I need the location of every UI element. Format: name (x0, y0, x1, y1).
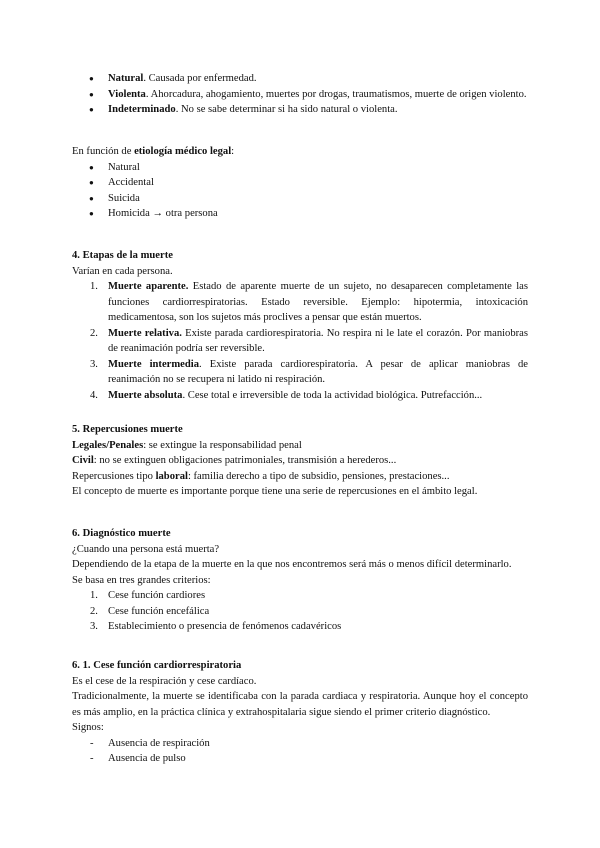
section-6-1-title: 6. 1. Cese función cardiorrespiratoria (72, 660, 242, 671)
section-6 (72, 526, 528, 635)
list-item: 2. Cese función encefálica (90, 605, 210, 617)
section-6-question: ¿Cuando una persona está muerta? (72, 543, 220, 555)
laboral-line: Repercusiones tipo laboral: familia derecho a tipo de subsidio, pensiones, prestaciones... (72, 470, 450, 482)
list-item: - Ausencia de pulso (72, 751, 528, 767)
section-6-paragraph: Dependiendo de la etapa de la muerte en la que nos encontremos será más o menos difícil determinarlo. (72, 559, 512, 570)
list-item: 3. Establecimiento o presencia de fenómenos cadavéricos (90, 621, 342, 632)
section-6-1 (72, 658, 528, 767)
section-4-title: 4. Etapas de la muerte (72, 250, 173, 261)
section-6-1-intro: Es el cese de la respiración y cese cardíaco. (72, 675, 257, 687)
criteria-list (72, 588, 528, 635)
list-item: 1. Cese función cardiores (90, 590, 206, 601)
list-item: ● Violenta. Ahorcadura, ahogamiento, muertes por drogas, traumatismos, muerte de origen violento. (72, 87, 528, 103)
list-item: ● Homicida → otra persona (72, 206, 528, 222)
section-4-intro: Varían en cada persona. (72, 265, 173, 277)
list-item: 3. Muerte intermedia. Existe parada cardiorespiratoria. A pesar de aplicar maniobras de reanimación no se recupera ni latido ni respiración. (90, 358, 528, 385)
section-6-criteria-intro: Se basa en tres grandes criterios: (72, 574, 211, 586)
list-item: ● Suicida (72, 191, 528, 207)
section-6-1-paragraph: Tradicionalmente, la muerte se identificaba con la parada cardiaca y respiratoria. Aunque hoy el concepto es más amplio, en la práctica clínica y extrahospitalaria sigue siendo el primer criterio diagnóstico. (72, 691, 528, 718)
etiologia-heading: En función de etiología médico legal: (72, 146, 235, 157)
etiologia-section (72, 144, 528, 222)
civil-line: Civil: no se extinguen obligaciones patrimoniales, transmisión a herederos... (72, 455, 397, 466)
signos-list (72, 736, 528, 767)
legal-line: Legales/Penales: se extingue la responsabilidad penal (72, 439, 302, 451)
section-5 (72, 422, 528, 500)
section-6-title: 6. Diagnóstico muerte (72, 528, 171, 539)
list-item: - Ausencia de respiración (72, 736, 528, 752)
concept-line: El concepto de muerte es importante porque tiene una serie de repercusiones en el ámbito legal. (72, 486, 478, 497)
list-item: 4. Muerte absoluta. Cese total e irreversible de toda la actividad biológica. Putrefacción... (90, 389, 483, 401)
section-4 (72, 248, 528, 403)
etiologia-list (72, 160, 528, 222)
list-item: 1. Muerte aparente. Estado de aparente muerte de un sujeto, no desaparecen completamente las funciones cardiorrespiratorias. Estado reversible. Ejemplo: hipotermia, intoxicación medicamentosa, son los sujetos más proclives a pensar que están muertos. (90, 281, 528, 323)
list-item: 2. Muerte relativa. Existe parada cardiorespiratoria. No respira ni le late el corazón. Por maniobras de reanimación podría ser reversible. (90, 327, 529, 354)
list-item: ● Natural (72, 160, 528, 176)
list-item: ● Accidental (72, 175, 528, 191)
list-item: ● Natural. Causada por enfermedad. (72, 71, 528, 87)
signos-label: Signos: (72, 722, 104, 733)
section-5-title: 5. Repercusiones muerte (72, 424, 183, 435)
list-item: ● Indeterminado. No se sabe determinar si ha sido natural o violenta. (72, 102, 528, 118)
stages-list (72, 279, 528, 403)
death-types-list (72, 71, 528, 118)
